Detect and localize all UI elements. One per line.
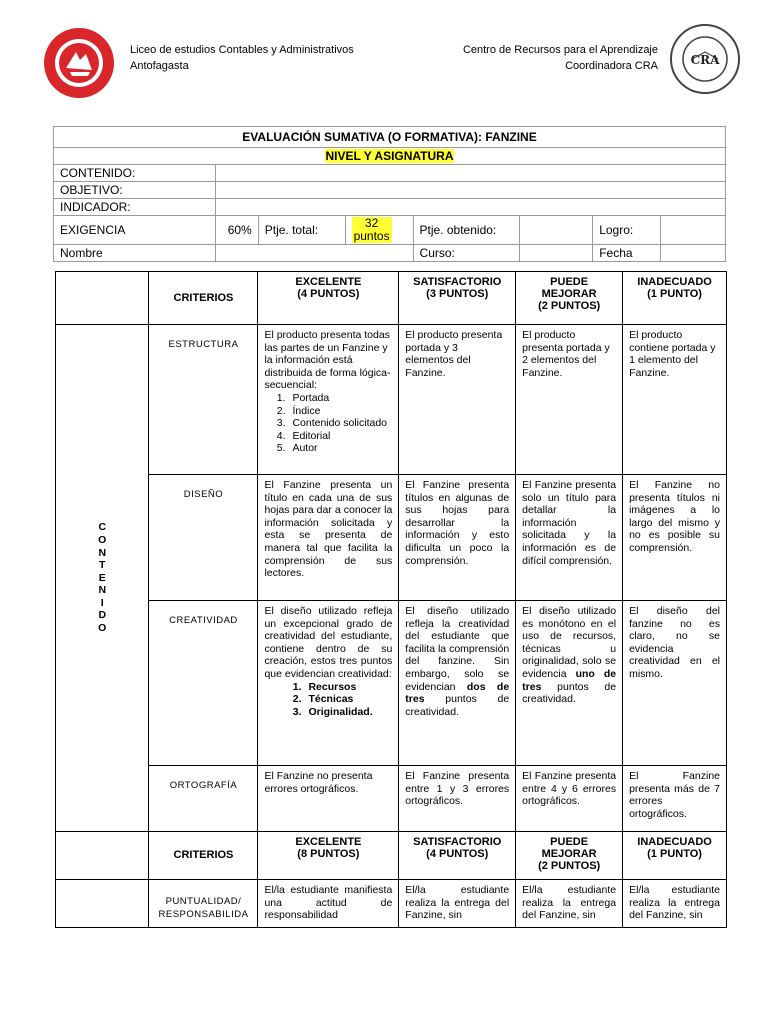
creatividad-excelente — [258, 601, 399, 766]
level-points: (2 PUNTOS) — [538, 300, 601, 312]
side-letter: D — [98, 609, 107, 622]
list-item: 2. Índice — [288, 405, 392, 418]
level-name: INADECUADO — [637, 836, 712, 848]
nombre-field[interactable] — [215, 245, 413, 262]
list-item: 5. Autor — [288, 442, 392, 455]
criterion-name-line: PUNTUALIDAD/ — [165, 896, 242, 907]
school-logo — [42, 26, 116, 100]
criterios-header-2: CRITERIOS — [149, 832, 258, 880]
side-letter: O — [98, 622, 107, 635]
level-name: EXCELENTE — [295, 836, 362, 848]
level-header-inadecuado — [623, 272, 727, 325]
level-header-puede-mejorar — [516, 272, 623, 325]
ortografia-satisfactorio: El Fanzine presenta entre 1 y 3 errores ortográficos. — [399, 766, 516, 832]
creatividad-inadecuado: El diseño del fanzine no es claro, no se evidencia creatividad en el mismo. — [623, 601, 727, 766]
creatividad-satisfactorio — [399, 601, 516, 766]
fecha-label: Fecha — [593, 245, 661, 262]
puntualidad-satisfactorio: El/la estudiante realiza la entrega del Fanzine, sin — [399, 880, 516, 928]
estructura-excelente-intro: El producto presenta todas las partes de un Fanzine y la información está distribuida de forma lógica-secuencial: — [264, 329, 391, 392]
side-letter: O — [98, 533, 107, 546]
side-letter: N — [98, 584, 107, 597]
level-header-excelente-2 — [258, 832, 399, 880]
side-letter: I — [100, 596, 104, 609]
level-name: SATISFACTORIO — [413, 836, 502, 848]
text: El diseño utilizado es monótono en el uso de recursos, técnicas u originalidad, solo se evidencia — [522, 605, 617, 680]
ptje-total-unit: puntos — [353, 229, 390, 243]
ptje-total-value — [345, 216, 413, 245]
cra-seal-logo — [668, 22, 742, 96]
side-letter: C — [98, 521, 107, 534]
side-letter: E — [98, 571, 106, 584]
list-item: 4. Editorial — [288, 430, 392, 443]
nivel-row — [54, 148, 726, 165]
cra-coordinator: Coordinadora CRA — [565, 60, 658, 72]
estructura-parts-list — [264, 392, 392, 455]
rubric-header-row-2 — [56, 832, 727, 880]
level-name: INADECUADO — [637, 276, 712, 288]
diseno-puede-mejorar: El Fanzine presenta solo un título para detallar la información solicitada y la información es de difícil comprensión. — [516, 475, 623, 601]
objetivo-field[interactable] — [215, 182, 725, 199]
criterion-puntualidad — [149, 880, 258, 928]
nivel-asignatura: NIVEL Y ASIGNATURA — [325, 149, 454, 163]
level-points: (3 PUNTOS) — [426, 288, 489, 300]
cra-header — [440, 42, 658, 74]
rubric-row-puntualidad — [56, 880, 727, 928]
ortografia-puede-mejorar: El Fanzine presenta entre 4 y 6 errores ortográficos. — [516, 766, 623, 832]
estructura-puede-mejorar: El producto presenta portada y 2 elementos del Fanzine. — [516, 325, 623, 475]
level-header-satisfactorio-2 — [399, 832, 516, 880]
curso-field[interactable] — [520, 245, 593, 262]
logro-label: Logro: — [593, 216, 661, 245]
criterion-estructura: ESTRUCTURA — [149, 325, 258, 475]
school-name: Liceo de estudios Contables y Administrativos — [130, 44, 354, 56]
rubric-table — [55, 271, 727, 928]
estructura-excelente — [258, 325, 399, 475]
rubric-row-creatividad — [56, 601, 727, 766]
bold-text: uno de tres — [522, 667, 617, 693]
level-points: (4 PUNTOS) — [297, 288, 360, 300]
level-points: (8 PUNTOS) — [297, 848, 360, 860]
exigencia-label: EXIGENCIA — [54, 216, 216, 245]
level-header-inadecuado-2 — [623, 832, 727, 880]
rubric-row-diseno — [56, 475, 727, 601]
criterion-creatividad: CREATIVIDAD — [149, 601, 258, 766]
school-header — [130, 42, 354, 74]
objetivo-label: OBJETIVO: — [54, 182, 216, 199]
level-header-satisfactorio — [399, 272, 516, 325]
level-points: (2 PUNTOS) — [538, 860, 601, 872]
evaluation-info-table — [53, 126, 726, 262]
diseno-satisfactorio: El Fanzine presenta títulos en algunas de sus hojas para desarrollar la información y esto dificulta un poco la comprensión. — [399, 475, 516, 601]
ortografia-inadecuado: El Fanzine presenta más de 7 errores ortográficos. — [623, 766, 727, 832]
level-header-excelente — [258, 272, 399, 325]
estructura-satisfactorio: El producto presenta portada y 3 elementos del Fanzine. — [399, 325, 516, 475]
contenido-vertical-label — [56, 325, 149, 832]
text: El diseño utilizado refleja la creatividad del estudiante que facilita la comprensión del fanzine. Sin embargo, solo se evidencian — [405, 605, 510, 693]
svg-text:CRA: CRA — [690, 53, 720, 67]
criterion-name-line: RESPONSABILIDA — [158, 908, 249, 920]
diseno-excelente: El Fanzine presenta un título en cada una de sus hojas para dar a conocer la información solicitada y esta se presenta de manera tal que facilita la comprensión de sus lectores. — [258, 475, 399, 601]
level-name: SATISFACTORIO — [413, 276, 502, 288]
indicador-field[interactable] — [215, 199, 725, 216]
puntualidad-inadecuado: El/la estudiante realiza la entrega del Fanzine, sin — [623, 880, 727, 928]
criterios-header: CRITERIOS — [149, 272, 258, 325]
level-points: (4 PUNTOS) — [426, 848, 489, 860]
cra-center-name: Centro de Recursos para el Aprendizaje — [462, 44, 658, 56]
ptje-total-number: 32 — [364, 216, 379, 230]
blank-cell — [56, 880, 149, 928]
level-name: PUEDE MEJORAR — [541, 836, 597, 860]
level-name: PUEDE MEJORAR — [541, 276, 597, 300]
puntualidad-puede-mejorar: El/la estudiante realiza la entrega del Fanzine, sin — [516, 880, 623, 928]
rubric-row-ortografia — [56, 766, 727, 832]
school-city: Antofagasta — [130, 60, 189, 72]
criterion-diseno: DISEÑO — [149, 475, 258, 601]
fecha-field[interactable] — [661, 245, 726, 262]
diseno-inadecuado: El Fanzine no presenta títulos ni imágenes a lo largo del mismo y no es posible su comprensión. — [623, 475, 727, 601]
creatividad-points-list — [264, 681, 392, 719]
curso-label: Curso: — [413, 245, 520, 262]
blank-cell — [56, 832, 149, 880]
evaluation-title: EVALUACIÓN SUMATIVA (O FORMATIVA): FANZINE — [54, 127, 726, 148]
text: puntos de creatividad. — [405, 693, 510, 718]
side-letter: T — [99, 559, 106, 572]
list-item: 3. Contenido solicitado — [288, 417, 392, 430]
list-item: 1. Portada — [288, 392, 392, 405]
bold-text: dos de tres — [405, 680, 510, 706]
nombre-label: Nombre — [54, 245, 216, 262]
contenido-label: CONTENIDO: — [54, 165, 216, 182]
level-header-puede-mejorar-2 — [516, 832, 623, 880]
list-item: 2. Técnicas — [304, 693, 392, 706]
list-item: 1. Recursos — [304, 681, 392, 694]
indicador-label: INDICADOR: — [54, 199, 216, 216]
side-letter: N — [98, 546, 107, 559]
puntualidad-excelente: El/la estudiante manifiesta una actitud de responsabilidad — [258, 880, 399, 928]
rubric-header-row — [56, 272, 727, 325]
ptje-obtenido-label: Ptje. obtenido: — [413, 216, 520, 245]
ptje-total-label: Ptje. total: — [258, 216, 345, 245]
contenido-field[interactable] — [215, 165, 725, 182]
list-item: 3. Originalidad. — [304, 706, 392, 719]
text: puntos de creatividad. — [522, 680, 617, 706]
rubric-row-estructura — [56, 325, 727, 475]
level-points: (1 PUNTO) — [647, 848, 702, 860]
logro-field[interactable] — [661, 216, 726, 245]
ptje-obtenido-field[interactable] — [520, 216, 593, 245]
blank-corner — [56, 272, 149, 325]
creatividad-puede-mejorar — [516, 601, 623, 766]
level-points: (1 PUNTO) — [647, 288, 702, 300]
estructura-inadecuado: El producto contiene portada y 1 elemento del Fanzine. — [623, 325, 727, 475]
level-name: EXCELENTE — [295, 276, 362, 288]
ortografia-excelente: El Fanzine no presenta errores ortográficos. — [258, 766, 399, 832]
creatividad-excelente-intro: El diseño utilizado refleja un excepcional grado de creatividad del estudiante, contiene dentro de su creación, estos tres puntos que evidencian creatividad: — [264, 605, 393, 680]
exigencia-value: 60% — [215, 216, 258, 245]
criterion-ortografia: ORTOGRAFÍA — [149, 766, 258, 832]
